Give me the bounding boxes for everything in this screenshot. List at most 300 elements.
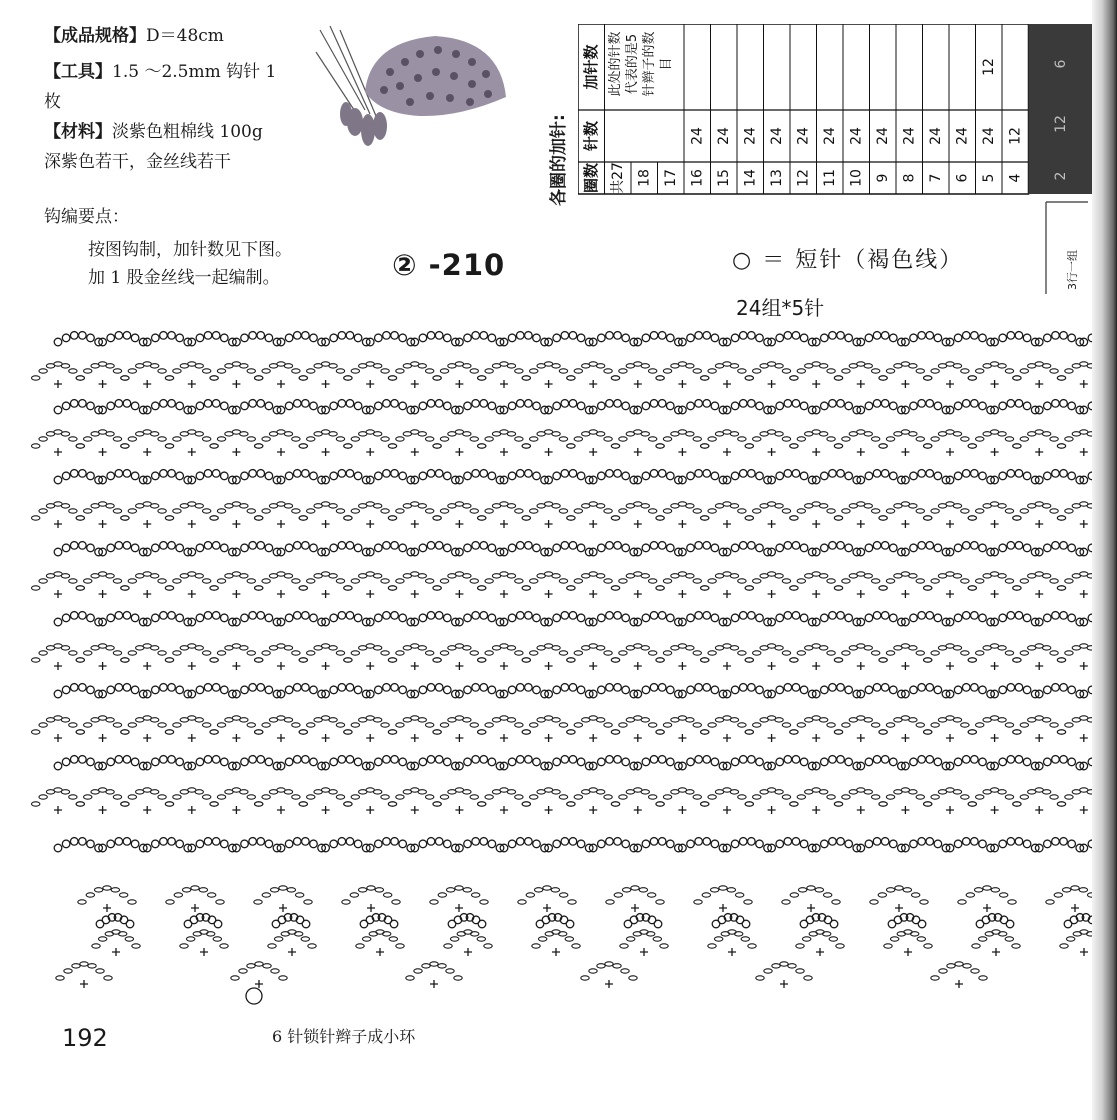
chain-stitch <box>304 900 312 904</box>
sc-anchor <box>1035 662 1043 670</box>
sc-stitch <box>212 838 220 846</box>
sc-stitch <box>918 332 926 340</box>
sc-stitch <box>918 612 926 620</box>
sc-stitch <box>837 838 845 846</box>
chain-stitch <box>113 579 121 583</box>
sc-anchor <box>500 806 508 814</box>
chain-stitch <box>782 723 790 727</box>
sc-stitch <box>614 470 622 478</box>
chain-stitch <box>1042 574 1050 578</box>
sc-anchor <box>500 734 508 742</box>
sc-stitch <box>285 758 293 766</box>
chain-stitch <box>507 646 515 650</box>
chain-stitch <box>619 651 627 655</box>
sc-anchor <box>634 734 642 742</box>
sc-anchor <box>143 806 151 814</box>
chain-stitch <box>663 509 671 513</box>
sc-stitch <box>488 472 496 480</box>
chain-stitch <box>121 802 129 806</box>
chain-stitch <box>522 376 530 380</box>
sc-stitch <box>338 756 346 764</box>
sc-stitch <box>845 544 853 552</box>
chain-stitch <box>559 893 567 897</box>
sc-stitch <box>375 402 383 410</box>
sc-stitch <box>999 840 1007 848</box>
sc-anchor <box>277 380 285 388</box>
sc-stitch <box>131 544 139 552</box>
sc-stitch <box>62 614 70 622</box>
sc-anchor <box>901 590 909 598</box>
sc-anchor <box>1035 520 1043 528</box>
chain-stitch <box>782 369 790 373</box>
sc-stitch <box>346 542 354 550</box>
chain-stitch <box>210 444 218 448</box>
chain-stitch <box>72 964 80 968</box>
chain-stitch <box>396 437 404 441</box>
chain-stitch <box>69 369 77 373</box>
chain-stitch <box>39 509 47 513</box>
sc-stitch <box>606 332 614 340</box>
sc-stitch <box>62 472 70 480</box>
sc-anchor <box>54 380 62 388</box>
chain-stitch <box>56 976 64 980</box>
sc-stitch <box>703 838 711 846</box>
chain-stitch <box>388 444 396 448</box>
sc-stitch <box>285 334 293 342</box>
chain-stitch <box>647 893 655 897</box>
chain-stitch <box>532 944 540 948</box>
sc-stitch <box>1023 686 1031 694</box>
sc-stitch <box>472 542 480 550</box>
sc-stitch <box>1068 334 1076 342</box>
chain-stitch <box>307 437 315 441</box>
sc-stitch <box>954 686 962 694</box>
sc-stitch <box>821 614 829 622</box>
chain-stitch <box>730 790 738 794</box>
chain-stitch <box>69 723 77 727</box>
chain-stitch <box>605 962 613 966</box>
sc-stitch <box>293 332 301 340</box>
sc-stitch <box>606 756 614 764</box>
sc-stitch <box>889 544 897 552</box>
sc-stitch <box>107 614 115 622</box>
chain-stitch <box>388 586 396 590</box>
chain-stitch <box>351 795 359 799</box>
sc-stitch <box>212 400 220 408</box>
sc-stitch <box>561 542 569 550</box>
chain-stitch <box>444 944 452 948</box>
table-cell-round: 4 <box>1007 173 1024 183</box>
chain-stitch <box>61 504 69 508</box>
sc-stitch <box>865 840 873 848</box>
chain-stitch <box>686 574 694 578</box>
sc-stitch <box>1007 756 1015 764</box>
chain-stitch <box>1050 509 1058 513</box>
spec-size-label: 【成品规格】 <box>44 26 146 46</box>
sc-stitch <box>399 334 407 342</box>
sc-stitch <box>310 402 318 410</box>
chain-stitch <box>440 651 448 655</box>
sc-stitch <box>1052 470 1060 478</box>
chain-stitch <box>113 795 121 799</box>
sc-stitch <box>711 758 719 766</box>
chain-stitch <box>543 886 551 890</box>
chain-stitch <box>202 369 210 373</box>
sc-stitch <box>1044 472 1052 480</box>
chain-stitch <box>76 802 84 806</box>
chain-stitch <box>1066 937 1074 941</box>
chain-stitch <box>663 579 671 583</box>
chain-stitch <box>834 658 842 662</box>
sc-anchor <box>728 948 736 956</box>
chain-stitch <box>738 509 746 513</box>
sc-stitch <box>800 544 808 552</box>
chain-stitch <box>753 369 761 373</box>
sc-anchor <box>605 980 613 988</box>
sc-stitch <box>354 334 362 342</box>
chain-stitch <box>522 586 530 590</box>
chain-stitch <box>173 651 181 655</box>
sc-anchor <box>54 806 62 814</box>
sc-stitch <box>212 470 220 478</box>
sc-stitch <box>954 472 962 480</box>
sc-stitch <box>1007 684 1015 692</box>
chain-stitch <box>864 718 872 722</box>
sc-stitch <box>687 758 695 766</box>
chain-stitch <box>299 658 307 662</box>
chain-stitch <box>150 718 158 722</box>
sc-stitch <box>954 402 962 410</box>
chain-stitch <box>924 376 932 380</box>
chain-stitch <box>559 723 567 727</box>
sc-stitch <box>435 612 443 620</box>
chain-stitch <box>240 574 248 578</box>
chain-stitch <box>924 944 932 948</box>
sc-stitch <box>561 684 569 692</box>
chain-stitch <box>961 509 969 513</box>
chain-stitch <box>641 790 649 794</box>
chain-stitch <box>730 432 738 436</box>
sc-stitch <box>792 756 800 764</box>
chain-stitch <box>1057 376 1065 380</box>
sc-anchor <box>455 590 463 598</box>
chain-stitch <box>76 658 84 662</box>
chain-stitch <box>284 646 292 650</box>
chain-stitch <box>708 369 716 373</box>
spec-tool <box>44 58 276 86</box>
chain-stitch <box>663 651 671 655</box>
sc-stitch <box>79 470 87 478</box>
chain-stitch <box>790 444 798 448</box>
chain-stitch <box>351 651 359 655</box>
chain-stitch <box>165 376 173 380</box>
chain-stitch <box>864 504 872 508</box>
sc-stitch <box>464 840 472 848</box>
sc-stitch <box>731 334 739 342</box>
sc-stitch <box>79 684 87 692</box>
sc-stitch <box>257 332 265 340</box>
sc-stitch <box>62 758 70 766</box>
sc-anchor <box>1035 806 1043 814</box>
chain-stitch <box>648 509 656 513</box>
chain-stitch <box>968 444 976 448</box>
chain-stitch <box>284 432 292 436</box>
sc-stitch <box>1052 756 1060 764</box>
chain-stitch <box>329 646 337 650</box>
sc-stitch <box>979 472 987 480</box>
chain-stitch <box>572 944 580 948</box>
sc-stitch <box>302 838 310 846</box>
sc-stitch <box>577 334 585 342</box>
table-cell-stitches: 24 <box>795 127 812 145</box>
chain-stitch <box>231 976 239 980</box>
sc-stitch <box>123 470 131 478</box>
chain-stitch <box>463 888 471 892</box>
chain-stitch <box>292 369 300 373</box>
sc-anchor <box>367 904 375 912</box>
sc-stitch <box>756 758 764 766</box>
chain-stitch <box>308 944 316 948</box>
sc-anchor <box>1080 806 1088 814</box>
table-caption: 各圈的加针: <box>549 114 569 206</box>
chain-stitch <box>764 969 772 973</box>
chain-stitch <box>1057 730 1065 734</box>
chain-stitch <box>307 509 315 513</box>
sc-stitch <box>1044 758 1052 766</box>
chain-stitch <box>686 432 694 436</box>
chain-stitch <box>567 444 575 448</box>
sc-stitch <box>241 472 249 480</box>
chain-stitch <box>879 802 887 806</box>
sc-stitch <box>598 840 606 848</box>
sc-stitch <box>346 684 354 692</box>
sc-anchor <box>768 448 776 456</box>
sc-stitch <box>979 758 987 766</box>
table-cell-round: 17 <box>662 169 679 187</box>
chain-stitch <box>552 790 560 794</box>
chain-stitch <box>69 651 77 655</box>
sc-stitch <box>115 332 123 340</box>
chain-stitch <box>128 437 136 441</box>
sc-stitch <box>1052 332 1060 340</box>
chain-stitch <box>1046 900 1054 904</box>
sc-stitch <box>508 334 516 342</box>
chain-stitch <box>88 964 96 968</box>
sc-stitch <box>711 334 719 342</box>
sc-stitch <box>642 614 650 622</box>
sc-stitch <box>516 400 524 408</box>
chain-stitch <box>708 579 716 583</box>
sc-stitch <box>443 758 451 766</box>
chain-stitch <box>470 723 478 727</box>
chain-stitch <box>604 723 612 727</box>
sc-stitch <box>115 400 123 408</box>
chain-stitch <box>61 646 69 650</box>
chain-stitch <box>916 651 924 655</box>
sc-stitch <box>131 686 139 694</box>
sc-stitch <box>87 472 95 480</box>
sc-stitch <box>472 684 480 692</box>
sc-anchor <box>857 590 865 598</box>
sc-stitch <box>472 400 480 408</box>
sc-stitch <box>265 402 273 410</box>
sc-stitch <box>666 840 674 848</box>
sc-stitch <box>516 612 524 620</box>
sc-stitch <box>115 470 123 478</box>
chain-stitch <box>418 364 426 368</box>
chain-stitch <box>396 369 404 373</box>
chain-stitch <box>998 718 1006 722</box>
sc-anchor <box>723 520 731 528</box>
chain-stitch <box>39 369 47 373</box>
sc-anchor <box>545 806 553 814</box>
chain-stitch <box>522 444 530 448</box>
chain-stitch <box>953 646 961 650</box>
chain-stitch <box>507 574 515 578</box>
chain-stitch <box>931 723 939 727</box>
sc-stitch <box>330 334 338 342</box>
sc-stitch <box>293 400 301 408</box>
chain-stitch <box>991 888 999 892</box>
ring-note: 6 针锁针辫子成小环 <box>272 1027 416 1046</box>
chain-stitch <box>284 364 292 368</box>
sc-anchor <box>589 734 597 742</box>
table-cell-stitches: 24 <box>689 127 706 145</box>
sc-anchor <box>232 590 240 598</box>
tassel-beads <box>340 102 387 146</box>
chain-stitch <box>202 509 210 513</box>
chain-stitch <box>871 795 879 799</box>
sc-stitch <box>845 402 853 410</box>
chain-stitch <box>780 962 788 966</box>
chain-stitch <box>559 579 567 583</box>
sc-stitch <box>784 756 792 764</box>
chain-stitch <box>842 509 850 513</box>
chain-stitch <box>440 437 448 441</box>
sc-stitch <box>480 400 488 408</box>
chain-stitch <box>292 723 300 727</box>
sc-stitch <box>204 684 212 692</box>
chain-stitch <box>76 516 84 520</box>
sc-stitch <box>54 548 62 556</box>
sc-stitch <box>330 614 338 622</box>
chain-stitch <box>775 574 783 578</box>
chain-stitch <box>433 586 441 590</box>
chain-stitch <box>373 718 381 722</box>
sc-stitch <box>508 544 516 552</box>
chain-stitch <box>454 976 462 980</box>
chain-stitch <box>336 437 344 441</box>
sc-stitch <box>375 472 383 480</box>
sc-stitch <box>756 686 764 694</box>
chain-stitch <box>976 651 984 655</box>
sc-stitch <box>800 334 808 342</box>
sc-stitch <box>508 402 516 410</box>
sc-anchor <box>500 448 508 456</box>
sc-stitch <box>241 686 249 694</box>
sc-stitch <box>748 756 756 764</box>
sc-stitch <box>999 472 1007 480</box>
sc-stitch <box>488 402 496 410</box>
sc-stitch <box>622 840 630 848</box>
sc-stitch <box>926 542 934 550</box>
chain-stitch <box>128 723 136 727</box>
sc-stitch <box>910 472 918 480</box>
chain-stitch <box>648 369 656 373</box>
chain-stitch <box>916 579 924 583</box>
sc-stitch <box>792 400 800 408</box>
sc-stitch <box>176 402 184 410</box>
chain-stitch <box>307 579 315 583</box>
sc-stitch <box>525 542 533 550</box>
sc-stitch <box>533 840 541 848</box>
chain-stitch <box>39 579 47 583</box>
chain-stitch <box>753 437 761 441</box>
chain-stitch <box>738 651 746 655</box>
chain-stitch <box>373 646 381 650</box>
sc-stitch <box>873 838 881 846</box>
hat-photo <box>310 22 520 172</box>
sc-stitch <box>525 470 533 478</box>
sc-stitch <box>525 838 533 846</box>
chain-stitch <box>351 437 359 441</box>
sc-stitch <box>480 542 488 550</box>
sc-stitch <box>338 332 346 340</box>
sc-stitch <box>419 472 427 480</box>
chain-stitch <box>968 802 976 806</box>
chain-stitch <box>559 437 567 441</box>
sc-stitch <box>346 470 354 478</box>
chain-stitch <box>568 900 576 904</box>
sc-stitch <box>480 756 488 764</box>
sc-stitch <box>865 472 873 480</box>
sc-stitch <box>70 470 78 478</box>
chain-stitch <box>604 651 612 655</box>
chain-stitch <box>879 730 887 734</box>
sc-anchor <box>99 380 107 388</box>
sc-stitch <box>79 612 87 620</box>
sc-stitch <box>622 402 630 410</box>
pattern-title: ② -210 <box>392 248 506 282</box>
sc-stitch <box>375 544 383 552</box>
sc-stitch <box>131 614 139 622</box>
sc-stitch <box>257 542 265 550</box>
sc-stitch <box>464 402 472 410</box>
sc-anchor <box>807 904 815 912</box>
spec-tool-label: 【工具】 <box>44 62 112 82</box>
spec-size <box>44 22 224 50</box>
chain-stitch <box>165 730 173 734</box>
sc-stitch <box>756 544 764 552</box>
sc-anchor <box>991 806 999 814</box>
chain-stitch <box>790 802 798 806</box>
sc-anchor <box>812 806 820 814</box>
sc-stitch <box>865 686 873 694</box>
chain-stitch <box>596 364 604 368</box>
chain-stitch <box>351 369 359 373</box>
sc-stitch <box>614 838 622 846</box>
chain-stitch <box>433 444 441 448</box>
sc-anchor <box>768 806 776 814</box>
chain-stitch <box>396 579 404 583</box>
sc-anchor <box>1080 448 1088 456</box>
sc-stitch <box>999 686 1007 694</box>
table-note-line: 针辫子的数 <box>642 31 657 97</box>
sc-stitch <box>739 838 747 846</box>
sc-stitch <box>1060 838 1068 846</box>
sc-stitch <box>79 838 87 846</box>
sc-stitch <box>658 684 666 692</box>
